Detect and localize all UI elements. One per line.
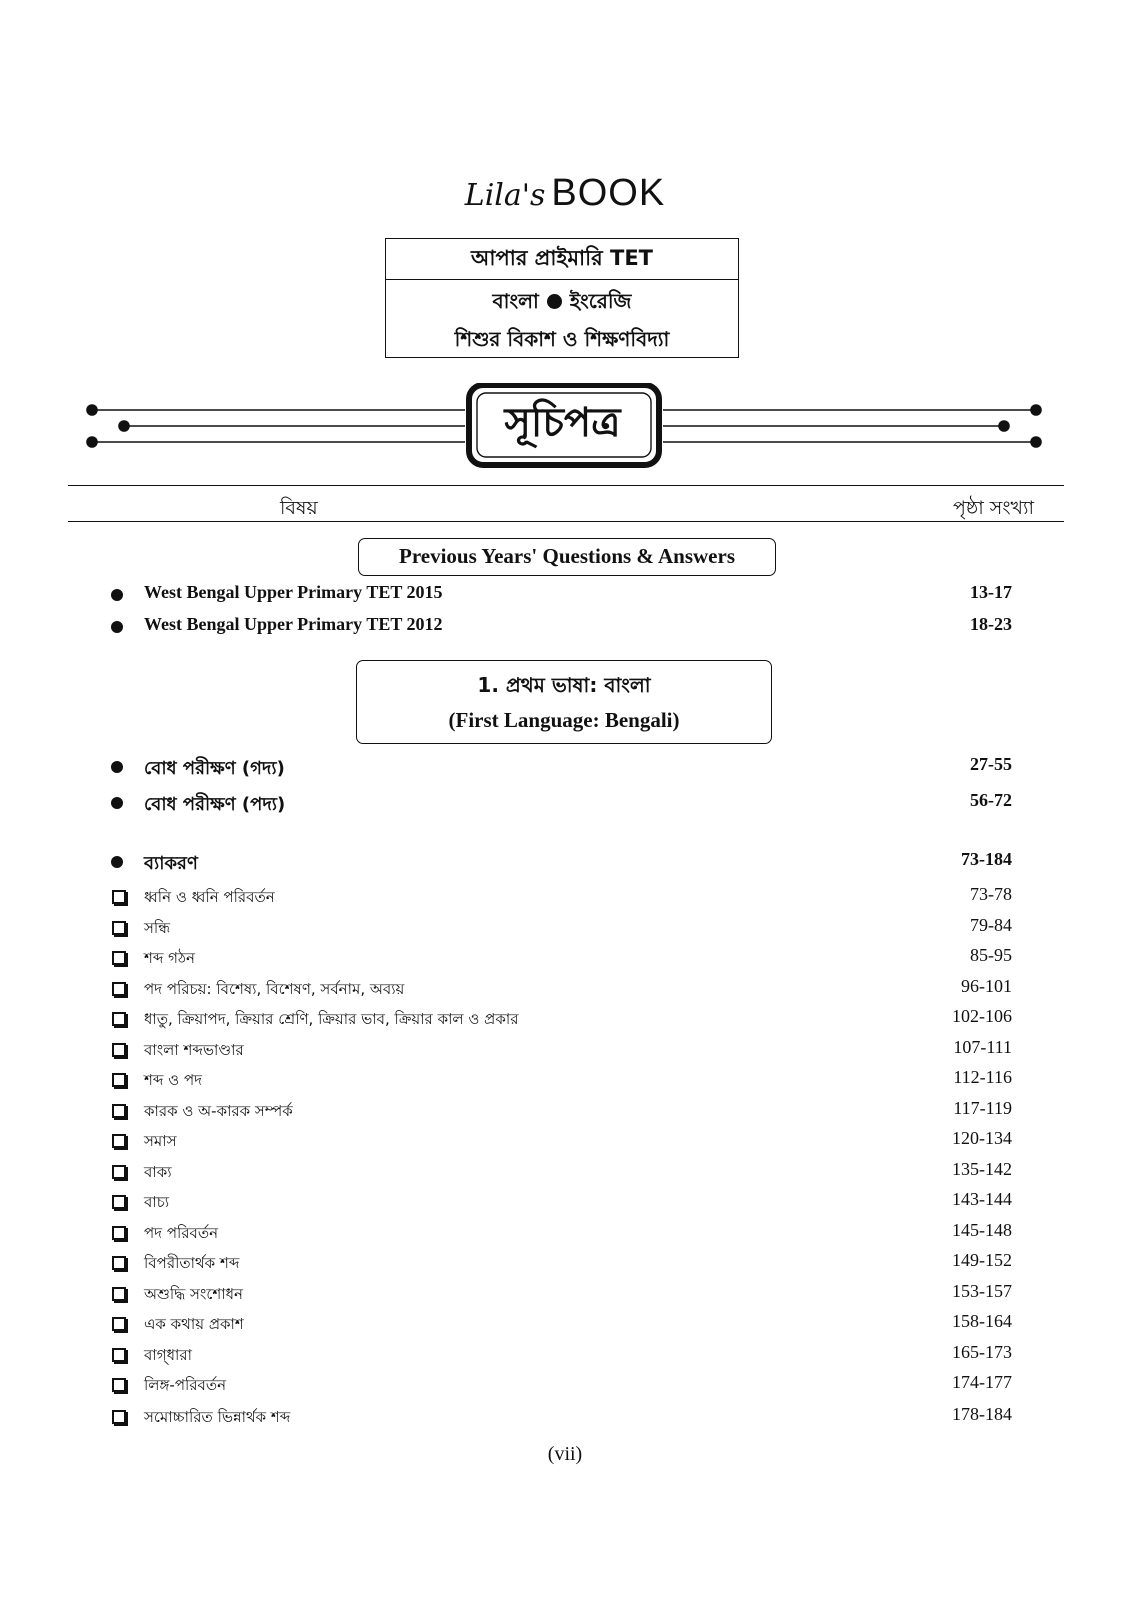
- checkbox-square-icon: [112, 1256, 126, 1270]
- brand-word: BOOK: [551, 172, 666, 214]
- section-title-english: (First Language: Bengali): [448, 708, 680, 732]
- header-rule-top: [68, 485, 1064, 486]
- toc-subentry-label: পদ পরিচয়: বিশেষ্য, বিশেষণ, সর্বনাম, অব্যয়: [144, 980, 405, 998]
- checkbox-square-icon: [112, 1043, 126, 1057]
- section-title-bengali: 1. প্রথম ভাষা: বাংলা: [477, 673, 651, 697]
- toc-subentry-pages: 174-177: [952, 1372, 1012, 1392]
- toc-subentry-label: ধ্বনি ও ধ্বনি পরিবর্তন: [144, 888, 275, 906]
- toc-subentry[interactable]: [110, 976, 1012, 1004]
- toc-subentry[interactable]: [110, 1311, 1012, 1339]
- bullet-icon: [111, 589, 123, 601]
- toc-entry-label: ব্যাকরণ: [144, 853, 198, 874]
- toc-subentry[interactable]: [110, 1281, 1012, 1309]
- checkbox-square-icon: [112, 1195, 126, 1209]
- checkbox-square-icon: [112, 1012, 126, 1026]
- section-heading-previous-years: Previous Years' Questions & Answers: [358, 538, 776, 576]
- toc-entry-label: বোধ পরীক্ষণ (গদ্য): [144, 758, 285, 779]
- toc-subentry-pages: 117-119: [953, 1098, 1012, 1118]
- column-header-subject: বিষয়: [280, 497, 318, 519]
- toc-subentry-pages: 120-134: [952, 1128, 1012, 1148]
- toc-subentry-pages: 112-116: [953, 1067, 1012, 1087]
- toc-subentry[interactable]: [110, 1250, 1012, 1278]
- bullet-icon: [111, 621, 123, 633]
- toc-subentry-label: শব্দ ও পদ: [144, 1071, 203, 1089]
- toc-subentry[interactable]: [110, 1128, 1012, 1156]
- toc-subentry-label: সন্ধি: [144, 919, 171, 937]
- checkbox-square-icon: [112, 1287, 126, 1301]
- toc-subentry-label: বাক্য: [144, 1163, 172, 1181]
- toc-subentry-label: লিঙ্গ-পরিবর্তন: [144, 1376, 227, 1394]
- toc-subentry-pages: 85-95: [970, 945, 1012, 965]
- toc-entry-label: West Bengal Upper Primary TET 2015: [144, 582, 443, 602]
- toc-entry[interactable]: [110, 790, 1012, 818]
- checkbox-square-icon: [112, 921, 126, 935]
- checkbox-square-icon: [112, 1317, 126, 1331]
- toc-subentry[interactable]: [110, 1220, 1012, 1248]
- checkbox-square-icon: [112, 1104, 126, 1118]
- checkbox-square-icon: [112, 951, 126, 965]
- toc-subentry-label: বাগ্‌ধারা: [144, 1346, 192, 1364]
- bullet-icon: [111, 761, 123, 773]
- toc-subentry-pages: 153-157: [952, 1281, 1012, 1301]
- toc-subentry[interactable]: [110, 1006, 1012, 1034]
- toc-subentry-label: পদ পরিবর্তন: [144, 1224, 219, 1242]
- book-title-line1: আপার প্রাইমারি TET: [386, 239, 738, 280]
- checkbox-square-icon: [112, 1134, 126, 1148]
- toc-subentry-pages: 107-111: [953, 1037, 1012, 1057]
- toc-subentry[interactable]: [110, 884, 1012, 912]
- checkbox-square-icon: [112, 1378, 126, 1392]
- checkbox-square-icon: [112, 1410, 126, 1424]
- toc-subentry-label: কারক ও অ-কারক সম্পর্ক: [144, 1102, 293, 1120]
- toc-entry[interactable]: [110, 614, 1012, 642]
- toc-subentry[interactable]: [110, 1159, 1012, 1187]
- toc-subentry-pages: 73-78: [970, 884, 1012, 904]
- checkbox-square-icon: [112, 1348, 126, 1362]
- toc-subentry-label: সমোচ্চারিত ভিন্নার্থক শব্দ: [144, 1408, 291, 1426]
- header-rule-bottom: [68, 521, 1064, 522]
- toc-subentry-label: অশুদ্ধি সংশোধন: [144, 1285, 243, 1303]
- toc-entry-pages: 13-17: [970, 582, 1012, 602]
- toc-entry[interactable]: [110, 849, 1012, 877]
- brand-logo: [0, 172, 1130, 215]
- toc-entry-pages: 27-55: [970, 754, 1012, 774]
- toc-subentry-pages: 178-184: [952, 1404, 1012, 1424]
- separator-dot-icon: [547, 294, 562, 309]
- book-title-line3: শিশুর বিকাশ ও শিক্ষণবিদ্যা: [454, 327, 670, 351]
- toc-subentry-label: এক কথায় প্রকাশ: [144, 1315, 244, 1333]
- page-number: (vii): [547, 1443, 583, 1465]
- toc-subentry-pages: 149-152: [952, 1250, 1012, 1270]
- checkbox-square-icon: [112, 1165, 126, 1179]
- toc-subentry[interactable]: [110, 1404, 1012, 1432]
- column-header-page: পৃষ্ঠা সংখ্যা: [952, 497, 1034, 519]
- toc-subentry-pages: 79-84: [970, 915, 1012, 935]
- bullet-icon: [111, 856, 123, 868]
- toc-subentry-label: ধাতু, ক্রিয়াপদ, ক্রিয়ার শ্রেণি, ক্রিয়ার ভাব, ক্রিয়ার কাল ও প্রকার: [144, 1010, 519, 1028]
- toc-subentry[interactable]: [110, 1037, 1012, 1065]
- toc-subentry-label: বিপরীতার্থক শব্দ: [144, 1254, 240, 1272]
- toc-subentry-pages: 158-164: [952, 1311, 1012, 1331]
- toc-subentry-label: সমাস: [144, 1132, 177, 1150]
- toc-subentry[interactable]: [110, 1372, 1012, 1400]
- toc-subentry[interactable]: [110, 1342, 1012, 1370]
- toc-entry-pages: 18-23: [970, 614, 1012, 634]
- checkbox-square-icon: [112, 1073, 126, 1087]
- checkbox-square-icon: [112, 890, 126, 904]
- toc-subentry-pages: 143-144: [952, 1189, 1012, 1209]
- book-title-box: [385, 238, 739, 358]
- toc-subentry-label: বাচ্য: [144, 1193, 170, 1211]
- brand-script: Lila's: [464, 178, 546, 213]
- subject-english: ইংরেজি: [569, 289, 632, 313]
- checkbox-square-icon: [112, 1226, 126, 1240]
- toc-entry[interactable]: [110, 754, 1012, 782]
- toc-entry-pages: 56-72: [970, 790, 1012, 810]
- subject-bengali: বাংলা: [492, 289, 539, 313]
- contents-title: সূচিপত্র: [504, 400, 621, 446]
- toc-subentry[interactable]: [110, 1098, 1012, 1126]
- toc-subentry-label: শব্দ গঠন: [144, 949, 195, 967]
- book-title-line2: [386, 287, 738, 320]
- toc-entry-pages: 73-184: [961, 849, 1012, 869]
- toc-subentry-pages: 96-101: [961, 976, 1012, 996]
- toc-subentry[interactable]: [110, 1189, 1012, 1217]
- toc-subentry[interactable]: [110, 915, 1012, 943]
- toc-entry-label: West Bengal Upper Primary TET 2012: [144, 614, 443, 634]
- bullet-icon: [111, 797, 123, 809]
- toc-entry-label: বোধ পরীক্ষণ (পদ্য): [144, 794, 286, 815]
- toc-entry[interactable]: [110, 582, 1012, 610]
- toc-subentry-label: বাংলা শব্দভাণ্ডার: [144, 1041, 244, 1059]
- section-heading-first-language: [356, 660, 772, 744]
- toc-subentry-pages: 135-142: [952, 1159, 1012, 1179]
- toc-subentry[interactable]: [110, 1067, 1012, 1095]
- checkbox-square-icon: [112, 982, 126, 996]
- toc-subentry-pages: 165-173: [952, 1342, 1012, 1362]
- toc-subentry[interactable]: [110, 945, 1012, 973]
- toc-subentry-pages: 102-106: [952, 1006, 1012, 1026]
- toc-subentry-pages: 145-148: [952, 1220, 1012, 1240]
